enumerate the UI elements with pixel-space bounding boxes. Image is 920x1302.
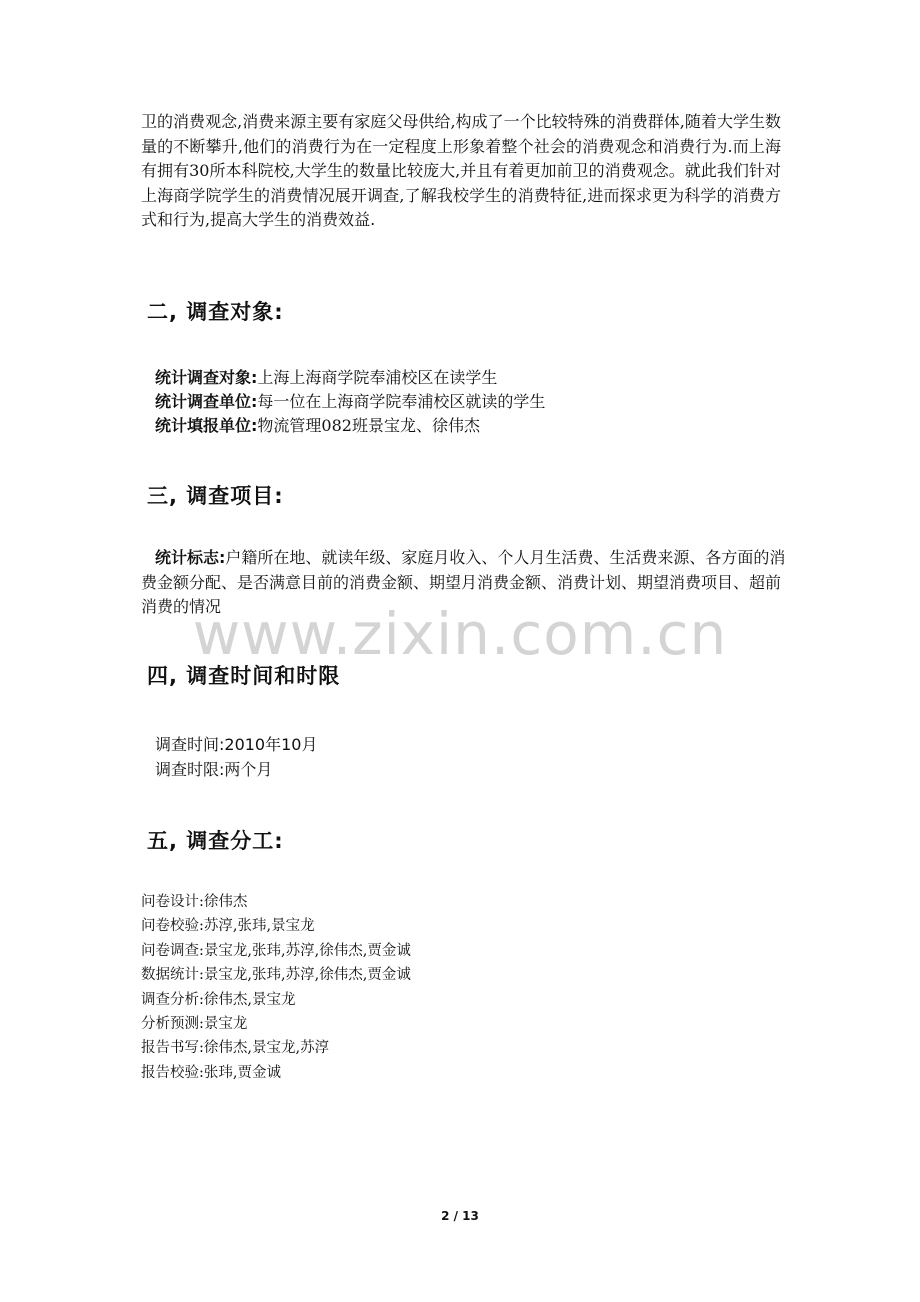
statistical-indicators-paragraph [141, 546, 787, 620]
list-item: 问卷校验:苏淳,张玮,景宝龙 [141, 918, 315, 935]
indicators-label: 统计标志: [155, 548, 226, 567]
list-item: 调查分析:徐伟杰,景宝龙 [141, 991, 296, 1008]
survey-duration-line: 调查时限:两个月 [155, 760, 273, 779]
section-heading-survey-target: 二, 调查对象: [147, 300, 284, 324]
list-item: 报告书写:徐伟杰,景宝龙,苏淳 [141, 1040, 330, 1057]
reporting-unit-label: 统计填报单位: [155, 416, 258, 435]
reporting-unit-value: 物流管理082班景宝龙、徐伟杰 [257, 416, 480, 435]
list-item: 问卷设计:徐伟杰 [141, 894, 248, 910]
survey-object-value: 上海上海商学院奉浦校区在读学生 [257, 368, 498, 387]
survey-unit-line [155, 390, 545, 414]
reporting-unit-line [155, 414, 480, 438]
section-heading-survey-items: 三, 调查项目: [147, 484, 284, 508]
list-item: 分析预测:景宝龙 [141, 1016, 248, 1033]
indicators-text: 户籍所在地、就读年级、家庭月收入、个人月生活费、生活费来源、各方面的消费金额分配、是否满意目前的消费金额、期望月消费金额、消费计划、期望消费项目、超前消费的情况 [141, 548, 786, 616]
list-item: 问卷调查:景宝龙,张玮,苏淳,徐伟杰,贾金诚 [141, 942, 411, 959]
watermark: www.zixin.com.cn [192, 600, 728, 668]
section-heading-survey-time: 四, 调查时间和时限 [147, 664, 341, 688]
intro-paragraph: 卫的消费观念,消费来源主要有家庭父母供给,构成了一个比较特殊的消费群体,随着大学生数量的不断攀升,他们的消费行为在一定程度上形象着整个社会的消费观念和消费行为.而上海有拥有30所本科院校,大学生的数量比较庞大,并且有着更加前卫的消费观念。就此我们针对上海商学院学生的消费情况展开调查,了解我校学生的消费特征,进而探求更为科学的消费方式和行为,提高大学生的消费效益. [141, 112, 781, 229]
survey-time-line: 调查时间:2010年10月 [155, 735, 318, 754]
list-item: 报告校验:张玮,贾金诚 [141, 1064, 281, 1081]
survey-unit-label: 统计调查单位: [155, 392, 258, 411]
section-heading-division-of-labor: 五, 调查分工: [147, 829, 284, 853]
division-of-labor-list [141, 890, 411, 1085]
page-number: 2 / 13 [441, 1209, 479, 1223]
list-item: 数据统计:景宝龙,张玮,苏淳,徐伟杰,贾金诚 [141, 967, 411, 984]
survey-object-line [155, 366, 497, 390]
survey-unit-value: 每一位在上海商学院奉浦校区就读的学生 [257, 392, 546, 411]
survey-object-label: 统计调查对象: [155, 368, 258, 387]
